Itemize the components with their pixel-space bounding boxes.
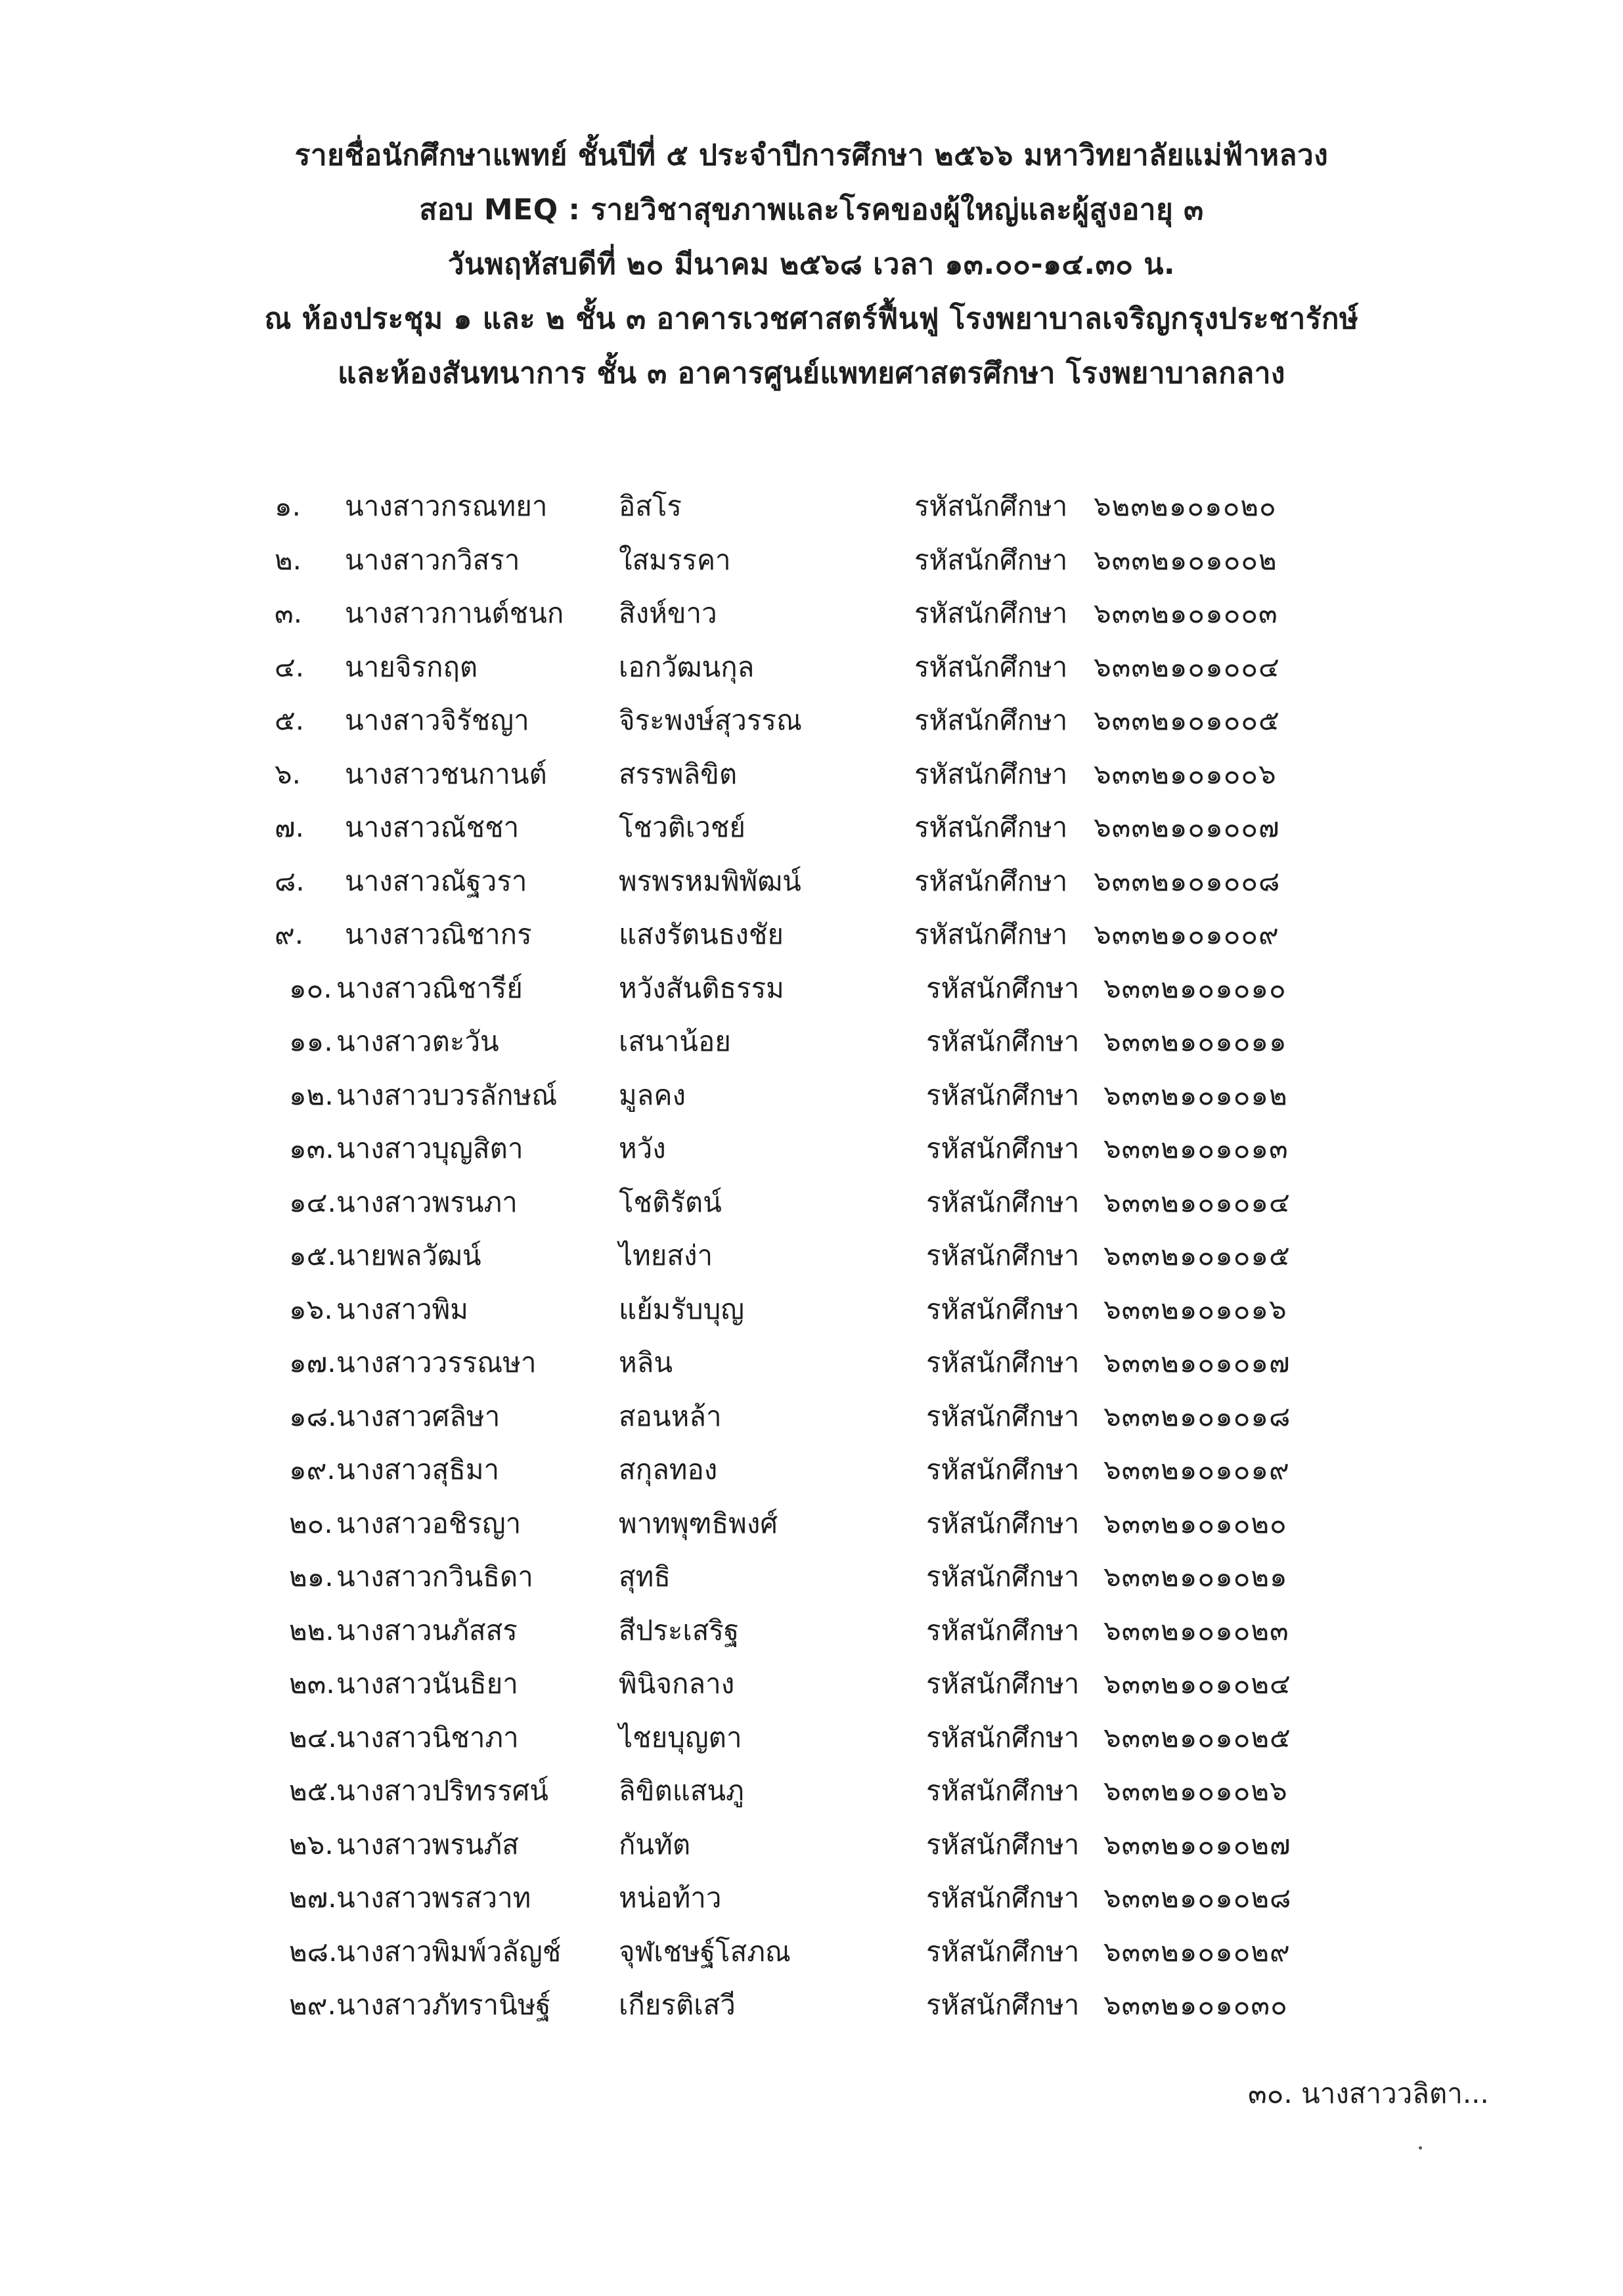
student-id-label: รหัสนักศึกษา	[926, 1721, 1080, 1754]
student-id-label: รหัสนักศึกษา	[914, 811, 1068, 843]
student-first-name: นางสาวนันธิยา	[336, 1667, 518, 1700]
student-last-name: จิระพงษ์สุวรรณ	[619, 704, 802, 736]
student-row	[0, 1978, 1623, 2032]
student-row	[0, 747, 1623, 801]
student-first-name: นางสาวชนกานต์	[345, 757, 547, 790]
student-first-name: นางสาวณัชชา	[345, 811, 520, 843]
student-id-label: รหัสนักศึกษา	[914, 864, 1068, 897]
student-row	[0, 1176, 1623, 1229]
student-last-name: มูลคง	[619, 1078, 686, 1111]
student-row	[0, 801, 1623, 854]
student-last-name: สกุลทอง	[619, 1453, 718, 1486]
student-id: ๖๓๓๒๑๐๑๐๒๙	[1103, 1935, 1291, 1968]
student-id: ๖๓๓๒๑๐๑๐๑๕	[1103, 1239, 1291, 1271]
student-number: ๑๗.	[289, 1346, 336, 1379]
student-id-label: รหัสนักศึกษา	[914, 704, 1068, 736]
student-first-name: นางสาวสุธิมา	[336, 1453, 500, 1486]
student-first-name: นางสาวศลิษา	[336, 1400, 500, 1432]
student-id-label: รหัสนักศึกษา	[926, 1025, 1080, 1057]
student-id-label: รหัสนักศึกษา	[914, 757, 1068, 790]
student-first-name: นางสาวณิชารีย์	[336, 971, 523, 1004]
student-number: ๓.	[275, 597, 303, 629]
student-id: ๖๓๓๒๑๐๑๐๒๖	[1103, 1775, 1288, 1807]
document-header	[0, 128, 1623, 401]
student-first-name: นางสาววรรณษา	[336, 1346, 537, 1379]
student-row	[0, 640, 1623, 694]
student-last-name: หวังสันติธรรม	[619, 971, 784, 1004]
student-first-name: นางสาวพิม	[336, 1292, 468, 1325]
student-row	[0, 1229, 1623, 1283]
student-id-label: รหัสนักศึกษา	[926, 1453, 1080, 1486]
student-first-name: นางสาวตะวัน	[336, 1025, 499, 1057]
student-first-name: นางสาวบวรลักษณ์	[336, 1078, 558, 1111]
student-number: ๖.	[275, 757, 301, 790]
student-last-name: สิงห์ขาว	[619, 597, 717, 629]
student-row	[0, 1336, 1623, 1390]
student-id: ๖๓๓๒๑๐๑๐๒๕	[1103, 1721, 1291, 1754]
student-id: ๖๓๓๒๑๐๑๐๐๘	[1094, 864, 1281, 897]
student-row	[0, 854, 1623, 908]
student-id: ๖๓๓๒๑๐๑๐๐๓	[1094, 597, 1278, 629]
student-first-name: นางสาวกานต์ชนก	[345, 597, 564, 629]
student-id-label: รหัสนักศึกษา	[914, 543, 1068, 576]
student-number: ๒๓.	[289, 1667, 335, 1700]
student-first-name: นางสาวกรณทยา	[345, 490, 548, 522]
student-last-name: ลิขิตแสนภู	[619, 1775, 744, 1807]
student-first-name: นางสาวพิมพ์วลัญช์	[336, 1935, 562, 1968]
student-number: ๒๙.	[289, 1989, 336, 2021]
student-last-name: แสงรัตนธงชัย	[619, 918, 784, 950]
student-last-name: หวัง	[619, 1132, 666, 1164]
student-last-name: เกียรติเสวี	[619, 1989, 736, 2021]
student-first-name: นางสาวกวิสรา	[345, 543, 520, 576]
student-id: ๖๓๓๒๑๐๑๐๑๑	[1103, 1025, 1287, 1057]
student-id-label: รหัสนักศึกษา	[926, 1400, 1080, 1432]
student-first-name: นางสาวพรนภัส	[336, 1828, 519, 1861]
student-row	[0, 1711, 1623, 1765]
student-last-name: แย้มรับบุญ	[619, 1292, 745, 1325]
student-first-name: นางสาวจิรัชญา	[345, 704, 529, 736]
student-number: ๘.	[275, 864, 305, 897]
student-last-name: พรพรหมพิพัฒน์	[619, 864, 801, 897]
student-number: ๒๒.	[289, 1614, 334, 1646]
student-id: ๖๓๓๒๑๐๑๐๐๔	[1094, 650, 1280, 683]
student-number: ๙.	[275, 918, 304, 950]
student-last-name: ไทยสง่า	[619, 1239, 713, 1271]
student-row	[0, 1871, 1623, 1925]
student-id-label: รหัสนักศึกษา	[926, 1078, 1080, 1111]
student-first-name: นางสาวณิชากร	[345, 918, 532, 950]
student-row	[0, 1015, 1623, 1069]
student-id-label: รหัสนักศึกษา	[926, 971, 1080, 1004]
student-list	[0, 479, 1623, 2032]
student-row	[0, 1818, 1623, 1872]
student-id: ๖๒๓๒๑๐๑๐๒๐	[1094, 490, 1277, 522]
student-last-name: สุทธิ	[619, 1560, 671, 1593]
student-id-label: รหัสนักศึกษา	[926, 1775, 1080, 1807]
student-id: ๖๓๓๒๑๐๑๐๐๕	[1094, 704, 1280, 736]
student-row	[0, 1069, 1623, 1122]
student-id: ๖๓๓๒๑๐๑๐๐๙	[1094, 918, 1279, 950]
student-number: ๑๑.	[289, 1025, 333, 1057]
student-first-name: นายพลวัฒน์	[336, 1239, 481, 1271]
student-last-name: โชวติเวชย์	[619, 811, 745, 843]
student-last-name: พินิจกลาง	[619, 1667, 735, 1700]
student-last-name: เสนาน้อย	[619, 1025, 731, 1057]
student-number: ๒๔.	[289, 1721, 337, 1754]
student-row	[0, 479, 1623, 533]
student-last-name: อิสโร	[619, 490, 682, 522]
student-id-label: รหัสนักศึกษา	[914, 597, 1068, 629]
student-id: ๖๓๓๒๑๐๑๐๓๐	[1103, 1989, 1288, 2021]
header-venue-2: และห้องสันทนาการ ชั้น ๓ อาคารศูนย์แพทยศาสตรศึกษา โรงพยาบาลกลาง	[338, 357, 1285, 390]
student-id: ๖๓๓๒๑๐๑๐๑๐	[1103, 971, 1287, 1004]
student-row	[0, 1925, 1623, 1979]
student-id-label: รหัสนักศึกษา	[914, 490, 1068, 522]
student-id-label: รหัสนักศึกษา	[926, 1828, 1080, 1861]
student-last-name: โชติรัตน์	[619, 1185, 722, 1218]
student-row	[0, 1604, 1623, 1658]
student-last-name: สีประเสริฐ	[619, 1614, 740, 1646]
student-number: ๑๐.	[289, 971, 332, 1004]
student-id: ๖๓๓๒๑๐๑๐๑๙	[1103, 1453, 1290, 1486]
student-id: ๖๓๓๒๑๐๑๐๒๔	[1103, 1667, 1291, 1700]
student-number: ๒.	[275, 543, 302, 576]
student-last-name: เอกวัฒนกุล	[619, 650, 755, 683]
student-number: ๑๖.	[289, 1292, 333, 1325]
student-number: ๕.	[275, 704, 305, 736]
student-last-name: กันทัต	[619, 1828, 691, 1861]
student-first-name: นางสาวภัทรานิษฐ์	[336, 1989, 551, 2021]
student-row	[0, 1283, 1623, 1336]
student-id-label: รหัสนักศึกษา	[926, 1667, 1080, 1700]
student-number: ๑๕.	[289, 1239, 336, 1271]
student-row	[0, 1764, 1623, 1818]
header-title: รายชื่อนักศึกษาแพทย์ ชั้นปีที่ ๕ ประจำปีการศึกษา ๒๕๖๖ มหาวิทยาลัยแม่ฟ้าหลวง	[294, 139, 1329, 172]
student-id: ๖๓๓๒๑๐๑๐๐๖	[1094, 757, 1277, 790]
student-id: ๖๓๓๒๑๐๑๐๒๐	[1103, 1507, 1287, 1539]
student-id-label: รหัสนักศึกษา	[914, 918, 1068, 950]
student-number: ๑.	[275, 490, 301, 522]
student-id: ๖๓๓๒๑๐๑๐๒๓	[1103, 1614, 1289, 1646]
student-id-label: รหัสนักศึกษา	[914, 650, 1068, 683]
student-number: ๑๒.	[289, 1078, 334, 1111]
student-id: ๖๓๓๒๑๐๑๐๑๗	[1103, 1346, 1291, 1379]
student-number: ๔.	[275, 650, 305, 683]
continuation-note: ๓๐. นางสาววลิตา...	[1248, 2077, 1489, 2109]
student-row	[0, 533, 1623, 587]
student-id-label: รหัสนักศึกษา	[926, 1989, 1080, 2021]
student-number: ๑๘.	[289, 1400, 337, 1432]
student-row	[0, 1122, 1623, 1176]
student-number: ๑๔.	[289, 1185, 336, 1218]
student-last-name: ใสมรรคา	[619, 543, 731, 576]
student-id-label: รหัสนักศึกษา	[926, 1560, 1080, 1593]
student-first-name: นายจิรกฤต	[345, 650, 478, 683]
student-id: ๖๓๓๒๑๐๑๐๐๗	[1094, 811, 1280, 843]
student-first-name: นางสาวปริทรรศน์	[336, 1775, 548, 1807]
student-row	[0, 961, 1623, 1015]
student-first-name: นางสาวบุญสิตา	[336, 1132, 523, 1164]
student-row	[0, 908, 1623, 961]
student-row	[0, 1443, 1623, 1497]
student-last-name: จุฬเชษฐ์โสภณ	[619, 1935, 791, 1968]
student-id: ๖๓๓๒๑๐๑๐๒๑	[1103, 1560, 1288, 1593]
student-last-name: พาทพุฑธิพงศ์	[619, 1507, 778, 1539]
student-first-name: นางสาวพรสวาท	[336, 1882, 531, 1914]
student-first-name: นางสาวณัฐวรา	[345, 864, 527, 897]
student-row	[0, 694, 1623, 747]
student-first-name: นางสาวนิชาภา	[336, 1721, 519, 1754]
student-id: ๖๓๓๒๑๐๑๐๑๔	[1103, 1185, 1291, 1218]
student-number: ๑๙.	[289, 1453, 336, 1486]
student-id-label: รหัสนักศึกษา	[926, 1292, 1080, 1325]
student-number: ๒๕.	[289, 1775, 337, 1807]
student-row	[0, 1497, 1623, 1551]
student-first-name: นางสาวอชิรญา	[336, 1507, 522, 1539]
student-id: ๖๓๓๒๑๐๑๐๐๒	[1094, 543, 1278, 576]
student-id: ๖๓๓๒๑๐๑๐๑๓	[1103, 1132, 1289, 1164]
student-last-name: หน่อท้าว	[619, 1882, 722, 1914]
student-number: ๒๗.	[289, 1882, 337, 1914]
header-venue-1: ณ ห้องประชุม ๑ และ ๒ ชั้น ๓ อาคารเวชศาสตร์ฟื้นฟู โรงพยาบาลเจริญกรุงประชารักษ์	[264, 302, 1359, 336]
student-number: ๗.	[275, 811, 304, 843]
student-id-label: รหัสนักศึกษา	[926, 1132, 1080, 1164]
student-id-label: รหัสนักศึกษา	[926, 1239, 1080, 1271]
header-date-time: วันพฤหัสบดีที่ ๒๐ มีนาคม ๒๕๖๘ เวลา ๑๓.๐๐-๑๔.๓๐ น.	[447, 248, 1176, 281]
student-row	[0, 1657, 1623, 1711]
student-row	[0, 1550, 1623, 1604]
student-id: ๖๓๓๒๑๐๑๐๑๖	[1103, 1292, 1287, 1325]
student-id-label: รหัสนักศึกษา	[926, 1882, 1080, 1914]
student-id-label: รหัสนักศึกษา	[926, 1507, 1080, 1539]
student-first-name: นางสาวนภัสสร	[336, 1614, 518, 1646]
student-id-label: รหัสนักศึกษา	[926, 1935, 1080, 1968]
student-id-label: รหัสนักศึกษา	[926, 1185, 1080, 1218]
student-last-name: สอนหล้า	[619, 1400, 722, 1432]
student-row	[0, 586, 1623, 640]
student-id: ๖๓๓๒๑๐๑๐๑๒	[1103, 1078, 1288, 1111]
student-id-label: รหัสนักศึกษา	[926, 1614, 1080, 1646]
student-number: ๒๐.	[289, 1507, 333, 1539]
student-id: ๖๓๓๒๑๐๑๐๒๘	[1103, 1882, 1292, 1914]
student-number: ๒๑.	[289, 1560, 334, 1593]
student-last-name: ไชยบุญตา	[619, 1721, 742, 1754]
scan-speck	[1419, 2146, 1422, 2150]
student-first-name: นางสาวพรนภา	[336, 1185, 518, 1218]
student-number: ๒๘.	[289, 1935, 338, 1968]
student-number: ๒๖.	[289, 1828, 334, 1861]
student-id: ๖๓๓๒๑๐๑๐๑๘	[1103, 1400, 1291, 1432]
student-id-label: รหัสนักศึกษา	[926, 1346, 1080, 1379]
student-id: ๖๓๓๒๑๐๑๐๒๗	[1103, 1828, 1291, 1861]
student-number: ๑๓.	[289, 1132, 334, 1164]
student-row	[0, 1390, 1623, 1444]
student-first-name: นางสาวกวินธิดา	[336, 1560, 533, 1593]
header-exam: สอบ MEQ : รายวิชาสุขภาพและโรคของผู้ใหญ่และผู้สูงอายุ ๓	[419, 193, 1204, 227]
student-last-name: หลิน	[619, 1346, 673, 1379]
student-last-name: สรรพลิขิต	[619, 757, 738, 790]
